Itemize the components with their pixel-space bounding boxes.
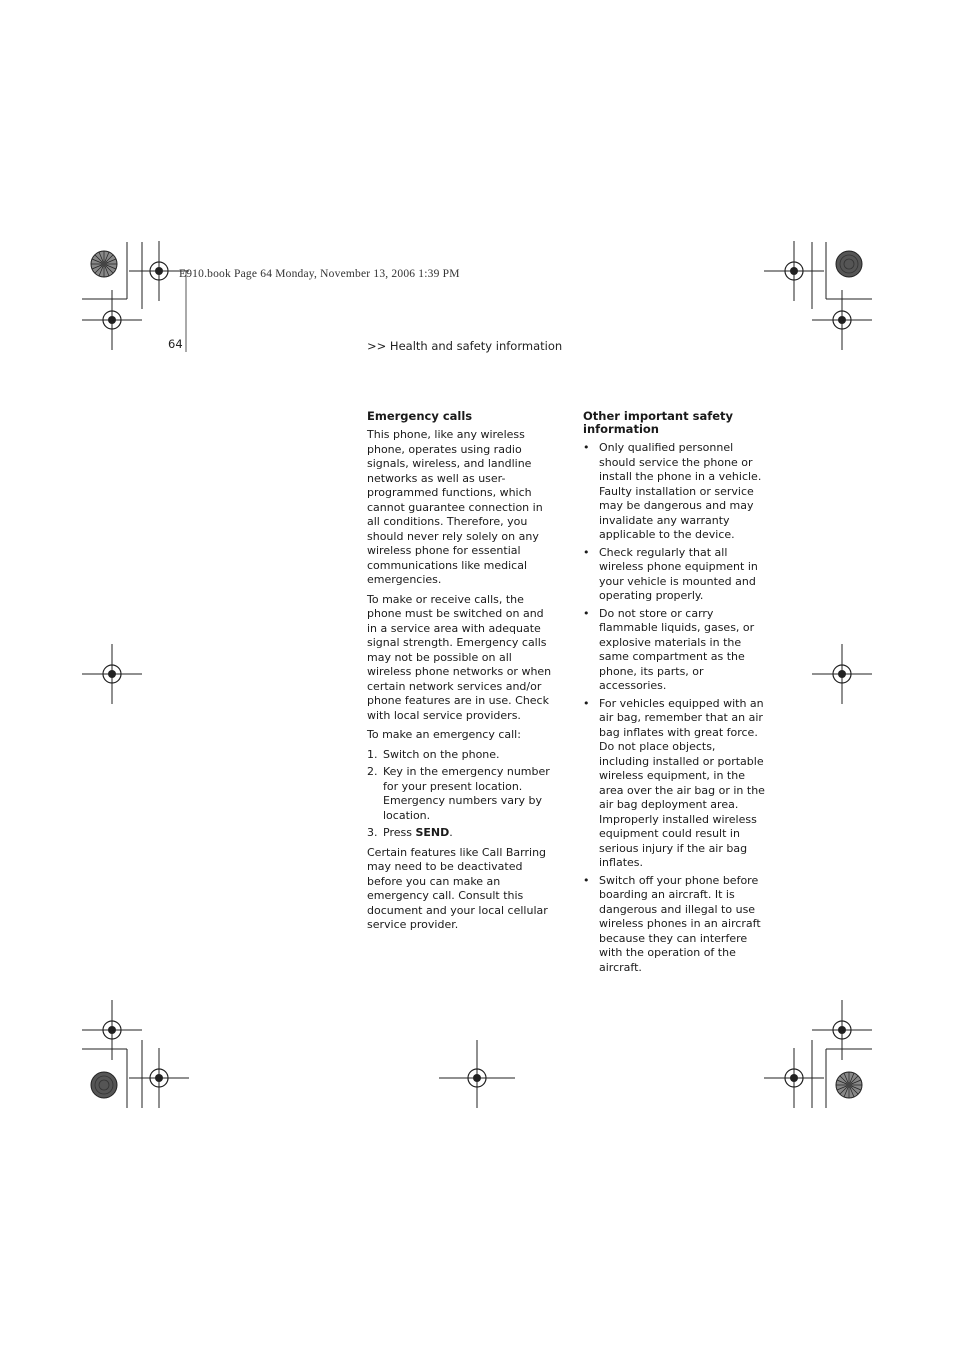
steps-list [367, 748, 552, 841]
bullet-text: For vehicles equipped with an air bag, remember that an air bag inflates with great force. Do not place objects, including installed or portable wireless equipment, in the area over the air bag or in the air bag deployment area. Improperly installed wireless equipment could result in serious injury if the air bag inflates. [599, 696, 765, 869]
running-header: >> Health and safety information [367, 339, 563, 353]
registration-mark-icon [129, 1048, 189, 1108]
print-slug: E910.book Page 64 Monday, November 13, 2006 1:39 PM [179, 268, 460, 280]
registration-mark-icon [82, 1000, 142, 1060]
registration-mark-icon [812, 1000, 872, 1060]
list-item [583, 697, 768, 871]
color-rosette-icon [91, 1072, 117, 1098]
section-heading: Emergency calls [367, 409, 473, 423]
step-number: 1. [367, 747, 378, 761]
bullet-text: Switch off your phone before boarding an aircraft. It is dangerous and illegal to use wireless phones in an aircraft because they can interfere with the operation of the aircraft. [599, 873, 761, 974]
right-column [583, 410, 768, 978]
list-item [367, 765, 552, 823]
step-number: 2. [367, 765, 378, 778]
registration-mark-icon [764, 241, 824, 301]
paragraph: To make an emergency call: [367, 728, 521, 741]
send-key-label: SEND [415, 826, 450, 839]
bullet-list [583, 441, 768, 975]
color-rosette-icon [836, 251, 862, 277]
list-item [367, 748, 552, 763]
bullet-icon: • [583, 873, 590, 887]
list-item [583, 546, 768, 604]
paragraph: Certain features like Call Barring may need to be deactivated before you can make an emergency call. Consult this document and your local cellular service provider. [367, 845, 548, 931]
step-text: Switch on the phone. [383, 747, 500, 761]
registration-mark-icon [812, 644, 872, 704]
step-text: Key in the emergency number for your present location. Emergency numbers vary by location. [383, 765, 550, 822]
bullet-icon: • [583, 606, 590, 620]
list-item [583, 607, 768, 694]
bullet-text: Check regularly that all wireless phone equipment in your vehicle is mounted and operating properly. [599, 545, 758, 602]
step-text: Press [383, 826, 416, 839]
bullet-icon: • [583, 545, 590, 559]
color-rosette-icon [91, 251, 117, 277]
list-item [583, 874, 768, 976]
left-column [367, 410, 552, 938]
bullet-text: Only qualified personnel should service the phone or install the phone in a vehicle. Faulty installation or service may be dangerous and may invalidate any warranty applicable to the device. [599, 441, 762, 541]
page-number: 64 [168, 337, 183, 351]
paragraph: To make or receive calls, the phone must be switched on and in a service area with adequate signal strength. Emergency calls may not be possible on all wireless phone networks or when certain network services and/or phone features are in use. Check with local service providers. [367, 592, 552, 722]
registration-mark-icon [764, 1048, 824, 1108]
registration-mark-icon [82, 644, 142, 704]
step-number: 3. [367, 826, 378, 839]
section-heading: Other important safety information [583, 409, 734, 436]
bullet-text: Do not store or carry flammable liquids, gases, or explosive materials in the same compartment as the phone, its parts, or accessories. [599, 606, 755, 692]
bullet-icon: • [583, 441, 590, 454]
paragraph: This phone, like any wireless phone, operates using radio signals, wireless, and landline networks as well as user-programmed functions, which cannot guarantee connection in all conditions. Therefore, you should never rely solely on any wireless phone for essential communications like medical emergencies. [367, 428, 543, 586]
list-item [367, 826, 552, 841]
color-rosette-icon [836, 1072, 862, 1098]
bullet-icon: • [583, 696, 590, 710]
list-item [583, 441, 768, 543]
step-text-end: . [449, 826, 453, 839]
